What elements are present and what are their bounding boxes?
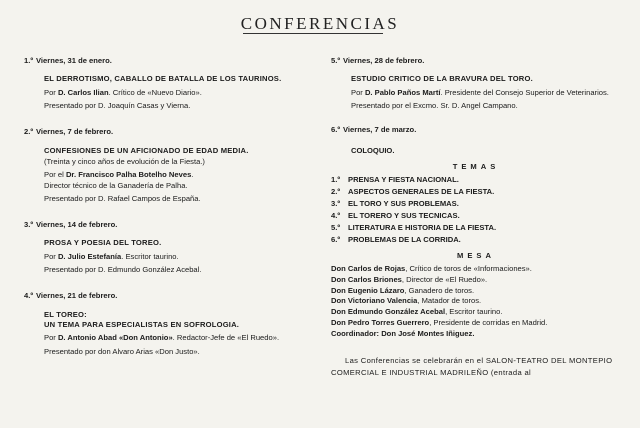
- left-column: [24, 56, 309, 371]
- member-role: , Ganadero de toros.: [404, 285, 475, 295]
- speaker-role: . Escritor taurino.: [121, 251, 179, 261]
- speaker-role: .: [191, 170, 194, 180]
- member-name: Don Pedro Torres Guerrero: [331, 317, 430, 327]
- temas-list: [331, 175, 621, 245]
- temas-heading: TEMAS: [452, 161, 500, 171]
- tema-item: [331, 211, 621, 221]
- conference-presenter: Presentado por D. Rafael Campos de España.: [44, 193, 201, 203]
- conference-body: [351, 74, 621, 111]
- mesa-member: [331, 329, 621, 339]
- conference-title: EL DERROTISMO, CABALLO DE BATALLA DE LOS TAURINOS.: [44, 74, 282, 84]
- conference-number: 1.º: [24, 56, 34, 65]
- conference-speaker: [44, 252, 309, 262]
- conference-date: Viernes, 31 de enero.: [36, 56, 112, 65]
- member-role: , Matador de toros.: [417, 296, 482, 306]
- conference-date: Viernes, 14 de febrero.: [36, 220, 118, 230]
- mesa-member: [331, 318, 621, 328]
- tema-text: LITERATURA E HISTORIA DE LA FIESTA.: [348, 222, 497, 232]
- speaker-role: . Redactor-Jefe de «El Ruedo».: [172, 333, 280, 343]
- tema-number: 4.º: [331, 210, 341, 220]
- conference-number: 2.º: [24, 127, 34, 137]
- conference-entry: [24, 291, 309, 357]
- conference-speaker: [44, 170, 309, 180]
- tema-text: ASPECTOS GENERALES DE LA FIESTA.: [348, 187, 495, 197]
- mesa-member: [331, 286, 621, 296]
- tema-item: [331, 223, 621, 233]
- speaker-extra: Director técnico de la Ganadería de Palha.: [44, 180, 188, 190]
- member-role: , Escritor taurino.: [445, 307, 503, 317]
- conference-entry: [24, 220, 309, 275]
- tema-text: EL TORERO Y SUS TECNICAS.: [348, 210, 460, 220]
- conference-entry: [24, 56, 309, 111]
- tema-number: 3.º: [331, 199, 341, 208]
- conference-speaker: [44, 88, 309, 98]
- tema-number: 6.º: [331, 234, 341, 244]
- conference-speaker: [351, 88, 621, 98]
- conference-title: UN TEMA PARA ESPECIALISTAS EN SOFROLOGIA.: [44, 320, 240, 329]
- tema-text: PRENSA Y FIESTA NACIONAL.: [348, 175, 459, 185]
- member-role: , Director de «El Ruedo».: [401, 275, 488, 285]
- conference-entry: [331, 56, 621, 111]
- conference-title: EL TOREO:: [44, 309, 87, 319]
- conference-title: ESTUDIO CRITICO DE LA BRAVURA DEL TORO.: [351, 74, 533, 84]
- mesa-member: [331, 296, 621, 306]
- conference-speaker: [44, 333, 309, 343]
- conference-title: PROSA Y POESIA DEL TOREO.: [44, 238, 162, 248]
- mesa-member: [331, 264, 621, 274]
- tema-text: EL TORO Y SUS PROBLEMAS.: [348, 199, 459, 208]
- conference-date: Viernes, 7 de febrero.: [36, 127, 114, 137]
- tema-item: [331, 187, 621, 197]
- speaker-name: D. Julio Estefanía: [57, 251, 122, 261]
- speaker-name: D. Antonio Abad «Don Antonio»: [57, 333, 173, 343]
- conference-presenter: Presentado por el Excmo. Sr. D. Angel Campano.: [351, 100, 518, 110]
- conference-presenter: Presentado por don Alvaro Arias «Don Justo».: [44, 346, 200, 356]
- conference-body: [44, 238, 309, 275]
- conference-body: [44, 310, 309, 357]
- conference-number: 3.º: [24, 220, 34, 230]
- mesa-heading: MESA: [457, 251, 495, 261]
- member-name: Don Eugenio Lázaro: [331, 285, 405, 295]
- member-name: Don Edmundo González Acebal: [331, 307, 446, 317]
- right-column: [331, 56, 621, 378]
- speaker-prefix: Por: [351, 87, 365, 97]
- tema-number: 1.º: [331, 175, 341, 185]
- tema-item: [331, 199, 621, 209]
- speaker-prefix: Por: [44, 87, 58, 97]
- tema-item: [331, 175, 621, 185]
- conference-title: CONFESIONES DE UN AFICIONADO DE EDAD MEDIA.: [44, 145, 249, 155]
- member-name: Don Carlos Briones: [331, 275, 402, 285]
- conference-presenter: Presentado por D. Edmundo González Acebal.: [44, 265, 202, 275]
- conference-entry: [331, 125, 621, 135]
- tema-text: PROBLEMAS DE LA CORRIDA.: [348, 234, 461, 244]
- conference-body: [44, 146, 309, 205]
- conference-subtitle: (Treinta y cinco años de evolución de la Fiesta.): [44, 156, 205, 166]
- speaker-name: D. Carlos Ilian: [57, 87, 109, 97]
- tema-number: 2.º: [331, 187, 341, 197]
- speaker-prefix: Por el: [44, 170, 66, 180]
- title-underline: [243, 33, 383, 34]
- conference-date: Viernes, 28 de febrero.: [343, 56, 425, 65]
- speaker-role: . Crítico de «Nuevo Diario».: [108, 87, 202, 97]
- member-role: , Presidente de corridas en Madrid.: [429, 317, 548, 327]
- mesa-member: [331, 307, 621, 317]
- member-name: Coordinador: Don José Montes Iñiguez.: [331, 328, 475, 338]
- speaker-prefix: Por: [44, 333, 58, 343]
- conference-date: Viernes, 21 de febrero.: [36, 291, 118, 301]
- speaker-name: Dr. Francisco Palha Botelho Neves: [65, 170, 192, 180]
- tema-number: 5.º: [331, 222, 341, 232]
- right-conferences: [331, 56, 621, 136]
- speaker-role: . Presidente del Consejo Superior de Veterinarios.: [440, 87, 609, 97]
- member-name: Don Carlos de Rojas: [331, 264, 406, 274]
- conference-number: 5.º: [331, 56, 341, 65]
- tema-item: [331, 235, 621, 245]
- venue-footnote: Las Conferencias se celebrarán en el SALON-TEATRO DEL MONTEPIO COMERCIAL E INDUSTRIAL MADRILEÑO (entrada al: [331, 355, 613, 377]
- conference-number: 6.º: [331, 125, 341, 135]
- speaker-name: D. Pablo Paños Martí: [364, 87, 441, 97]
- conference-entry: [24, 127, 309, 204]
- page-title: CONFERENCIAS: [240, 14, 400, 33]
- conference-presenter: Presentado por D. Joaquín Casas y Vierna.: [44, 100, 191, 110]
- conference-date: Viernes, 7 de marzo.: [343, 125, 417, 135]
- coloquio-label: COLOQUIO.: [351, 145, 395, 155]
- speaker-prefix: Por: [44, 251, 58, 261]
- conference-body: [44, 74, 309, 111]
- mesa-list: [331, 264, 621, 339]
- member-role: , Crítico de toros de «Informaciones».: [405, 264, 532, 274]
- conference-number: 4.º: [24, 291, 34, 301]
- member-name: Don Victoriano Valencia: [331, 296, 418, 306]
- mesa-member: [331, 275, 621, 285]
